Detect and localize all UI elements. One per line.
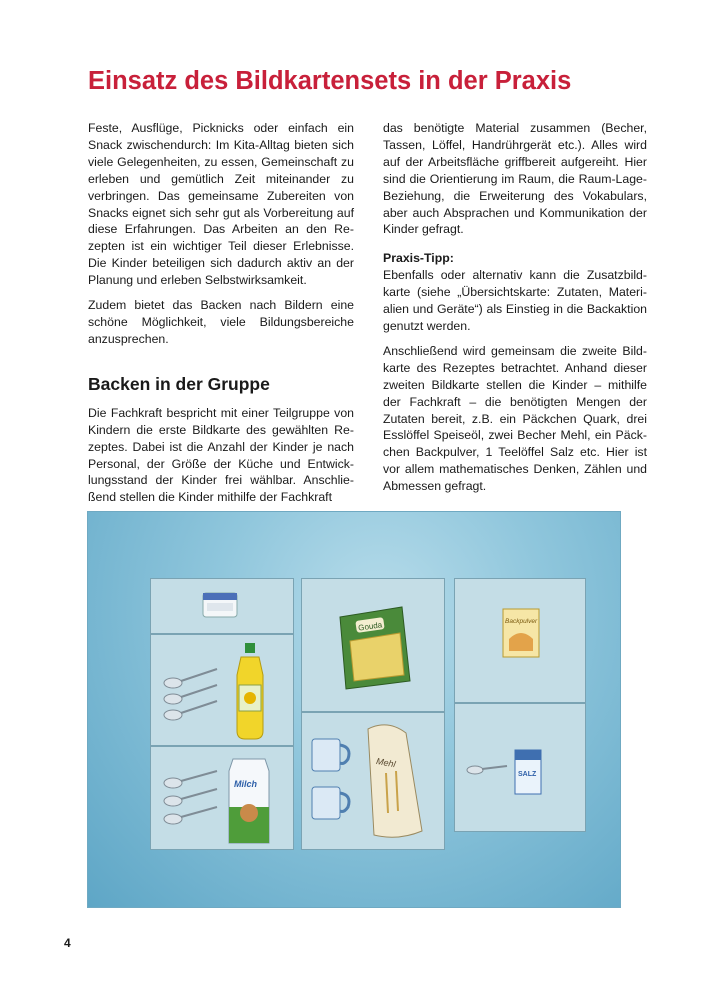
gouda-label: Gouda — [357, 620, 383, 633]
baking-powder-label: Backpulver — [505, 618, 538, 625]
group-baking-paragraph: Die Fachkraft bespricht mit einer Teilgruppe von Kindern die erste Bildkarte des gewählten Rezeptes. Dabei ist die Anzahl der Kinder je nach Personal, der Größe der Küche und Entwicklungsstand der Kinder frei wählbar. Anschließend stellen die Kinder mithilfe der Fachkraft — [88, 405, 354, 505]
salt-label: SALZ — [518, 771, 537, 778]
material-paragraph: das benötigte Material zusammen (Becher, Tassen, Löffel, Handrührgerät etc.). Alles wird auf der Arbeitsfläche griffbereit aufgereiht. Hier sind die Orientierung im Raum, die Raum-Lage-Beziehung, die Erweiterung des Vokabulars, aber auch Absprachen und Kommunikation der Kinder gefragt. — [383, 121, 647, 237]
education-paragraph: Zudem bietet das Backen nach Bildern eine schöne Möglichkeit, viele Bildungsbereiche anzusprechen. — [88, 298, 354, 346]
card-spoons-milk — [150, 746, 294, 850]
section-heading: Backen in der Gruppe — [88, 373, 270, 394]
milk-carton-icon — [229, 759, 269, 843]
spoon-icon — [164, 771, 217, 788]
oil-bottle-icon — [237, 643, 263, 739]
card-spoons-oil — [150, 634, 294, 746]
card-salt-spoon — [454, 703, 586, 832]
spoon-icon — [467, 766, 507, 774]
flour-label: Mehl — [375, 756, 397, 770]
mug-icon — [312, 787, 349, 819]
quark-cup-icon — [151, 579, 295, 635]
gouda-package-icon — [302, 579, 446, 713]
card-baking-powder — [454, 578, 586, 703]
spoon-icon — [164, 807, 217, 824]
mug-icon — [312, 739, 349, 771]
tip-paragraph: Ebenfalls oder alternativ kann die Zusatzbildkarte (siehe „Übersichtskarte: Zutaten, Materialien und Geräte“) als Einstieg in die Backaktion genutzt werden. — [383, 268, 647, 333]
flour-bag-icon — [368, 725, 422, 837]
card-gouda — [301, 578, 445, 712]
picture-cards-illustration — [87, 511, 621, 908]
intro-paragraph: Feste, Ausflüge, Picknicks oder einfach ein Snack zwischendurch: Im Kita-Alltag bieten sich viele Gelegenheiten, zu essen, Gemeinschaft zu erleben und gemütlich Zeit miteinander zu verbringen. Das gemeinsame Zubereiten von Snacks eignet sich sehr gut als Vorbereitung auf diese Erfahrungen. Das Arbeiten an den Rezepten ist ein wichtiger Teil dieser Erlebnisse. Die Kinder beteiligen sich dadurch aktiv an der Planung und erleben Selbstwirksamkeit. — [88, 121, 354, 288]
baking-powder-icon — [455, 579, 587, 704]
card-quark — [150, 578, 294, 634]
tip-heading: Praxis-Tipp: — [383, 251, 454, 266]
milk-label: Milch — [234, 779, 258, 789]
spoon-icon — [164, 669, 217, 688]
salt-package-icon — [515, 750, 541, 794]
second-card-paragraph: Anschließend wird gemeinsam die zweite Bildkarte des Rezeptes betrachtet. Anhand dieser zweiten Bildkarte stellen die Kinder – mithilfe der Fachkraft – die benötigten Mengen der Zutaten bereit, z.B. ein Päckchen Quark, drei Esslöffel Speiseöl, zwei Becher Mehl, ein Päckchen Backpulver, 1 Teelöffel Salz etc. Hier ist vor allem mathematisches Denken, Zählen und Abmessen gefragt. — [383, 343, 647, 494]
page-number: 4 — [64, 936, 71, 950]
page-title: Einsatz des Bildkartensets in der Praxis — [88, 67, 572, 95]
spoon-icon — [164, 789, 217, 806]
card-mugs-flour — [301, 712, 445, 850]
right-column — [383, 120, 647, 503]
left-column — [88, 120, 354, 514]
